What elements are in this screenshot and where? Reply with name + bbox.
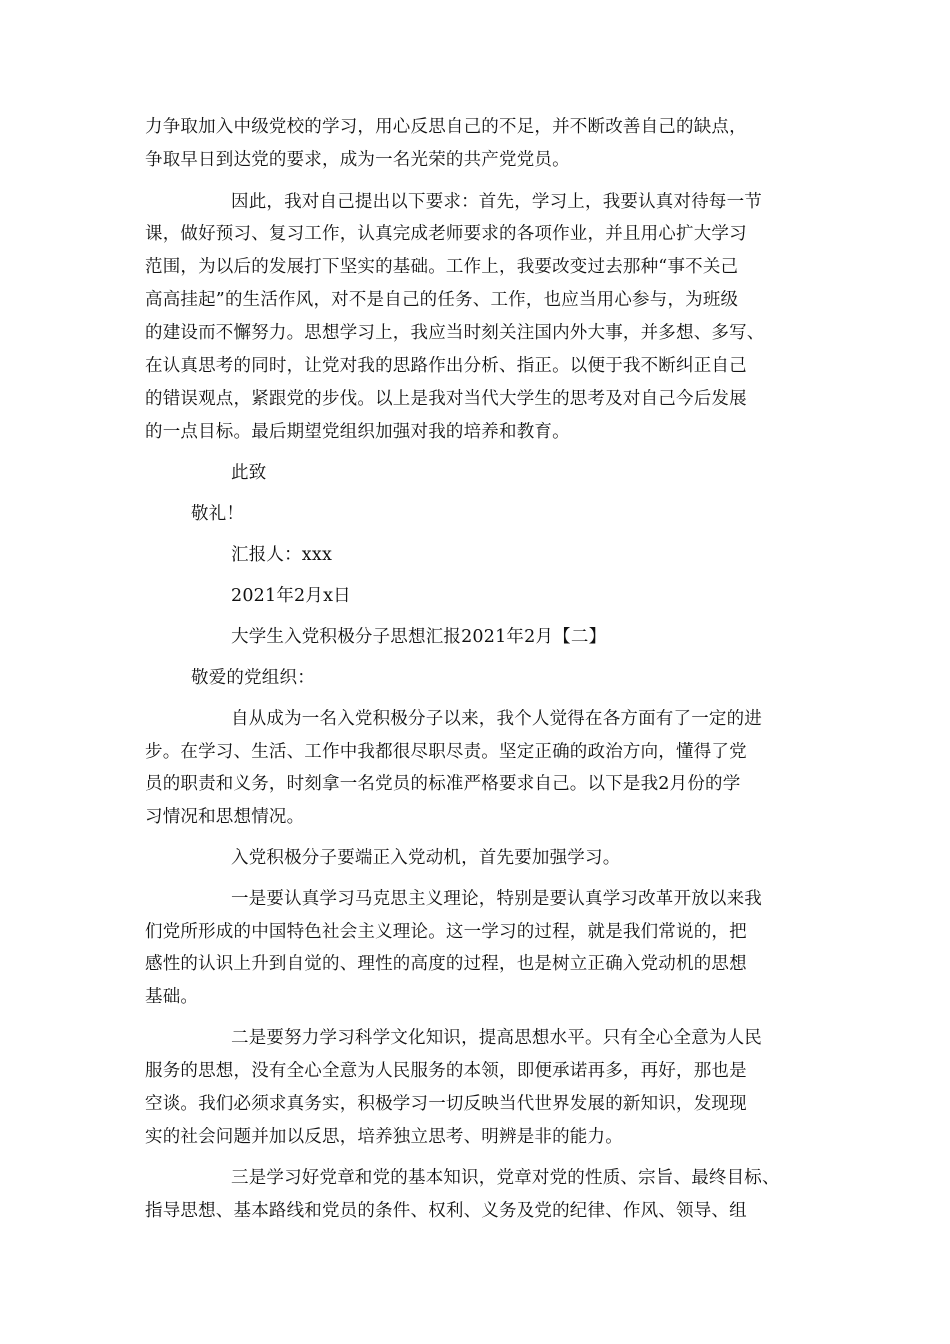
text-line: 实的社会问题并加以反思，培养独立思考、明辨是非的能力。: [145, 1127, 623, 1147]
text-line: 范围，为以后的发展打下坚实的基础。工作上，我要改变过去那种“事不关己: [145, 257, 739, 277]
text-line: 二是要努力学习科学文化知识，提高思想水平。只有全心全意为人民: [231, 1028, 762, 1048]
text-line: 的建设而不懈努力。思想学习上，我应当时刻关注国内外大事，并多想、多写、: [145, 323, 765, 343]
text-line: 入党积极分子要端正入党动机，首先要加强学习。: [231, 848, 621, 868]
report-date: 2021年2月x日: [231, 586, 351, 606]
text-line: 的错误观点，紧跟党的步伐。以上是我对当代大学生的思考及对自己今后发展: [145, 389, 747, 409]
text-line: 课，做好预习、复习工作，认真完成老师要求的各项作业，并且用心扩大学习: [145, 224, 747, 244]
text-line: 感性的认识上升到自觉的、理性的高度的过程，也是树立正确入党动机的思想: [145, 954, 747, 974]
text-line: 步。在学习、生活、工作中我都很尽职尽责。坚定正确的政治方向，懂得了党: [145, 742, 747, 762]
text-line: 服务的思想，没有全心全意为人民服务的本领，即便承诺再多，再好，那也是: [145, 1061, 747, 1081]
text-line: 三是学习好党章和党的基本知识，党章对党的性质、宗旨、最终目标、: [231, 1168, 780, 1188]
text-line: 员的职责和义务，时刻拿一名党员的标准严格要求自己。以下是我2月份的学: [145, 774, 741, 794]
text-line: 基础。: [145, 987, 199, 1007]
text-line: 习情况和思想情况。: [145, 807, 305, 827]
text-line: 力争取加入中级党校的学习，用心反思自己的不足，并不断改善自己的缺点，: [145, 117, 747, 137]
text-line: 一是要认真学习马克思主义理论，特别是要认真学习改革开放以来我: [231, 889, 762, 909]
closing-regards: 敬礼！: [191, 504, 245, 524]
text-line: 空谈。我们必须求真务实，积极学习一切反映当代世界发展的新知识，发现现: [145, 1094, 747, 1114]
text-line: 的一点目标。最后期望党组织加强对我的培养和教育。: [145, 422, 570, 442]
text-line: 在认真思考的同时，让党对我的思路作出分析、指正。以便于我不断纠正自己: [145, 356, 747, 376]
reporter-name: 汇报人：xxx: [231, 545, 333, 565]
text-line: 指导思想、基本路线和党员的条件、权利、义务及党的纪律、作风、领导、组: [145, 1201, 747, 1221]
text-line: 自从成为一名入党积极分子以来，我个人觉得在各方面有了一定的进: [231, 709, 762, 729]
closing-salutation: 此致: [231, 463, 267, 483]
text-line: 们党所形成的中国特色社会主义理论。这一学习的过程，就是我们常说的，把: [145, 922, 747, 942]
text-line: 争取早日到达党的要求，成为一名光荣的共产党党员。: [145, 150, 570, 170]
section-title: 大学生入党积极分子思想汇报2021年2月【二】: [231, 627, 607, 647]
greeting: 敬爱的党组织：: [191, 668, 315, 688]
text-line: 因此，我对自己提出以下要求：首先，学习上，我要认真对待每一节: [231, 192, 762, 212]
text-line: 高高挂起”的生活作风，对不是自己的任务、工作，也应当用心参与，为班级: [145, 290, 739, 310]
